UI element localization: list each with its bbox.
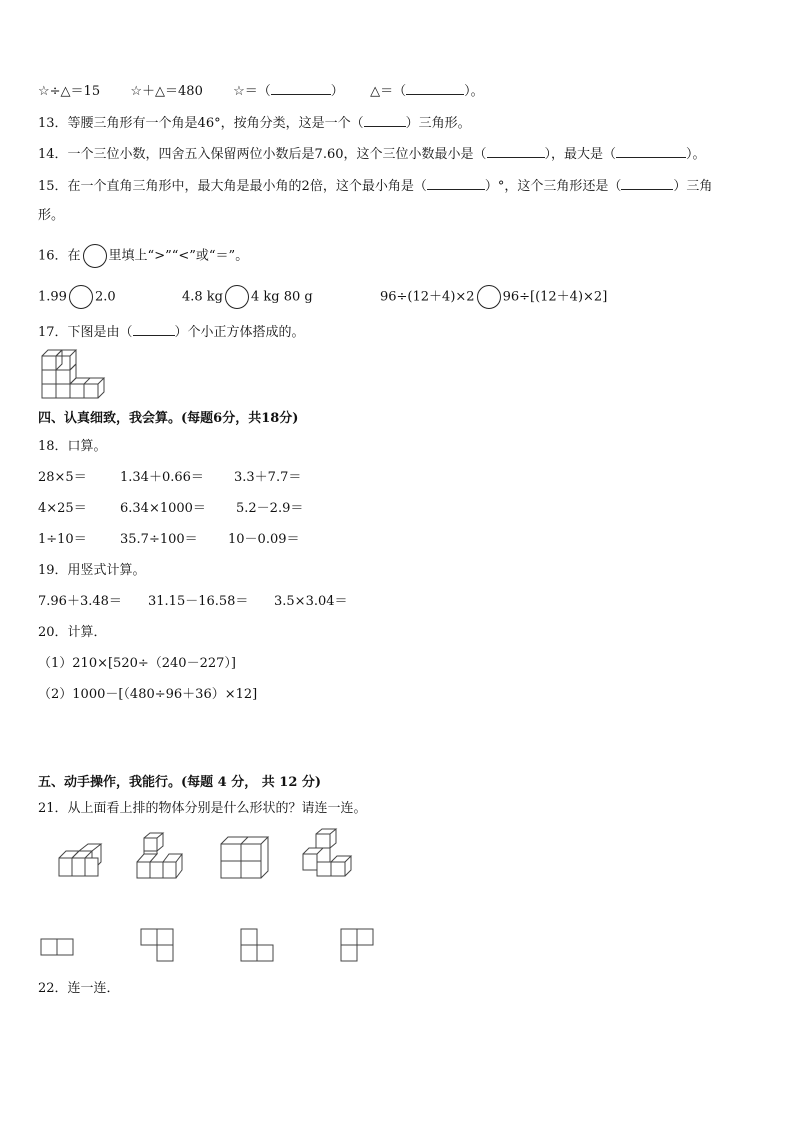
q19-item-1: 7.96＋3.48＝ <box>38 594 122 609</box>
q16-item1-left: 1.99 <box>38 289 67 305</box>
q22-title: 22．连一连． <box>38 981 120 996</box>
q18-row-1 <box>38 469 301 487</box>
q14-text-mid: ），最大是（ <box>544 147 617 162</box>
q12-ans2-suffix: ）。 <box>464 84 484 99</box>
q21-solid-1 <box>58 840 108 880</box>
q18-r1c3: 3.3＋7.7＝ <box>234 470 302 485</box>
q21-solid-3 <box>220 836 270 880</box>
q16-item3-left: 96÷(12＋4)×2 <box>380 289 475 305</box>
q12-expr2: ☆＋△＝480 <box>130 84 203 99</box>
q17-blank[interactable] <box>133 323 175 336</box>
q14-blank-1[interactable] <box>487 145 545 158</box>
q21-solid-4 <box>302 828 352 880</box>
q16-item1-right: 2.0 <box>94 289 116 305</box>
q16-item2-right: 4 kg 80 g <box>251 289 313 305</box>
q15-line <box>38 177 712 196</box>
q16-example-circle <box>83 244 107 268</box>
q21-top-view-3 <box>240 928 276 964</box>
q18-r2c2: 6.34×1000＝ <box>120 501 206 516</box>
q12-blank-2[interactable] <box>406 82 464 95</box>
q18-r2c3: 5.2－2.9＝ <box>236 501 304 516</box>
q17-text-post: ）个小正方体搭成的。 <box>174 325 305 340</box>
q13-blank[interactable] <box>364 114 406 127</box>
q20-item-1: （1）210×[520÷（240－227）] <box>38 656 236 671</box>
q14-line <box>38 145 706 164</box>
q16-compare-1 <box>38 285 116 309</box>
q12-ans2-prefix: △＝（ <box>370 84 407 99</box>
q16-item3-circle[interactable] <box>477 285 501 309</box>
q17-text-pre: 17．下图是由（ <box>38 325 133 340</box>
q15-blank-2[interactable] <box>621 177 673 190</box>
q14-text-post: ）。 <box>686 147 706 162</box>
q21-solid-2 <box>136 832 188 882</box>
q21-title: 21．从上面看上排的物体分别是什么形状的？请连一连。 <box>38 801 367 816</box>
q19-title: 19．用竖式计算。 <box>38 563 146 578</box>
q13-text-post: ）三角形。 <box>405 116 471 131</box>
q21-top-view-2 <box>140 928 176 964</box>
q14-text-pre: 14．一个三位小数，四舍五入保留两位小数后是7.60，这个三位小数最小是（ <box>38 147 487 162</box>
q15-text-mid: ）°，这个三角形还是（ <box>484 179 622 194</box>
q19-items <box>38 593 348 611</box>
q13-text-pre: 13．等腰三角形有一个角是46°，按角分类，这是一个（ <box>38 116 364 131</box>
q16-item3-right: 96÷[(12＋4)×2] <box>502 289 608 305</box>
q20-item-2: （2）1000－[（480÷96＋36）×12] <box>38 687 258 702</box>
q15-text-post: ）三角 <box>673 179 713 194</box>
q18-r3c1: 1÷10＝ <box>38 532 87 547</box>
q19-item-3: 3.5×3.04＝ <box>274 594 348 609</box>
q18-title: 18．口算。 <box>38 439 107 454</box>
q15-line-2: 形。 <box>38 208 65 223</box>
q16-text-post: 里填上“>”“<”或“＝”。 <box>108 248 249 264</box>
cube-bottom-row <box>42 378 104 398</box>
q13-line <box>38 114 471 133</box>
q16-compare-2 <box>182 285 313 309</box>
q16-item2-circle[interactable] <box>225 285 249 309</box>
q12-line <box>38 82 484 101</box>
section-4-heading: 四、认真细致，我会算。(每题6分，共18分) <box>38 411 299 426</box>
q15-text-pre: 15．在一个直角三角形中，最大角是最小角的2倍，这个最小角是（ <box>38 179 427 194</box>
q12-ans1-prefix: ☆＝（ <box>233 84 271 99</box>
q21-top-view-1 <box>40 938 76 956</box>
section-5-heading: 五、动手操作，我能行。(每题 4 分， 共 12 分) <box>38 775 322 790</box>
q18-r2c1: 4×25＝ <box>38 501 87 516</box>
q21-top-view-4 <box>340 928 376 964</box>
q12-expr1: ☆÷△＝15 <box>38 84 101 99</box>
q17-cube-stack-figure <box>38 348 110 400</box>
q12-blank-1[interactable] <box>271 82 331 95</box>
q16-instruction <box>38 244 248 268</box>
q18-r1c1: 28×5＝ <box>38 470 87 485</box>
q16-text-pre: 16．在 <box>38 248 81 264</box>
q17-line <box>38 323 305 342</box>
q16-item1-circle[interactable] <box>69 285 93 309</box>
q15-blank-1[interactable] <box>427 177 485 190</box>
q16-item2-left: 4.8 kg <box>182 289 224 305</box>
q18-row-2 <box>38 500 303 518</box>
q18-r3c3: 10－0.09＝ <box>228 532 300 547</box>
q18-r3c2: 35.7÷100＝ <box>120 532 198 547</box>
q14-blank-2[interactable] <box>616 145 686 158</box>
q18-row-3 <box>38 531 300 549</box>
q19-item-2: 31.15－16.58＝ <box>148 594 249 609</box>
q18-r1c2: 1.34＋0.66＝ <box>120 470 204 485</box>
q20-title: 20．计算． <box>38 625 107 640</box>
q16-compare-3 <box>380 285 607 309</box>
q12-ans1-suffix: ） <box>330 84 344 99</box>
